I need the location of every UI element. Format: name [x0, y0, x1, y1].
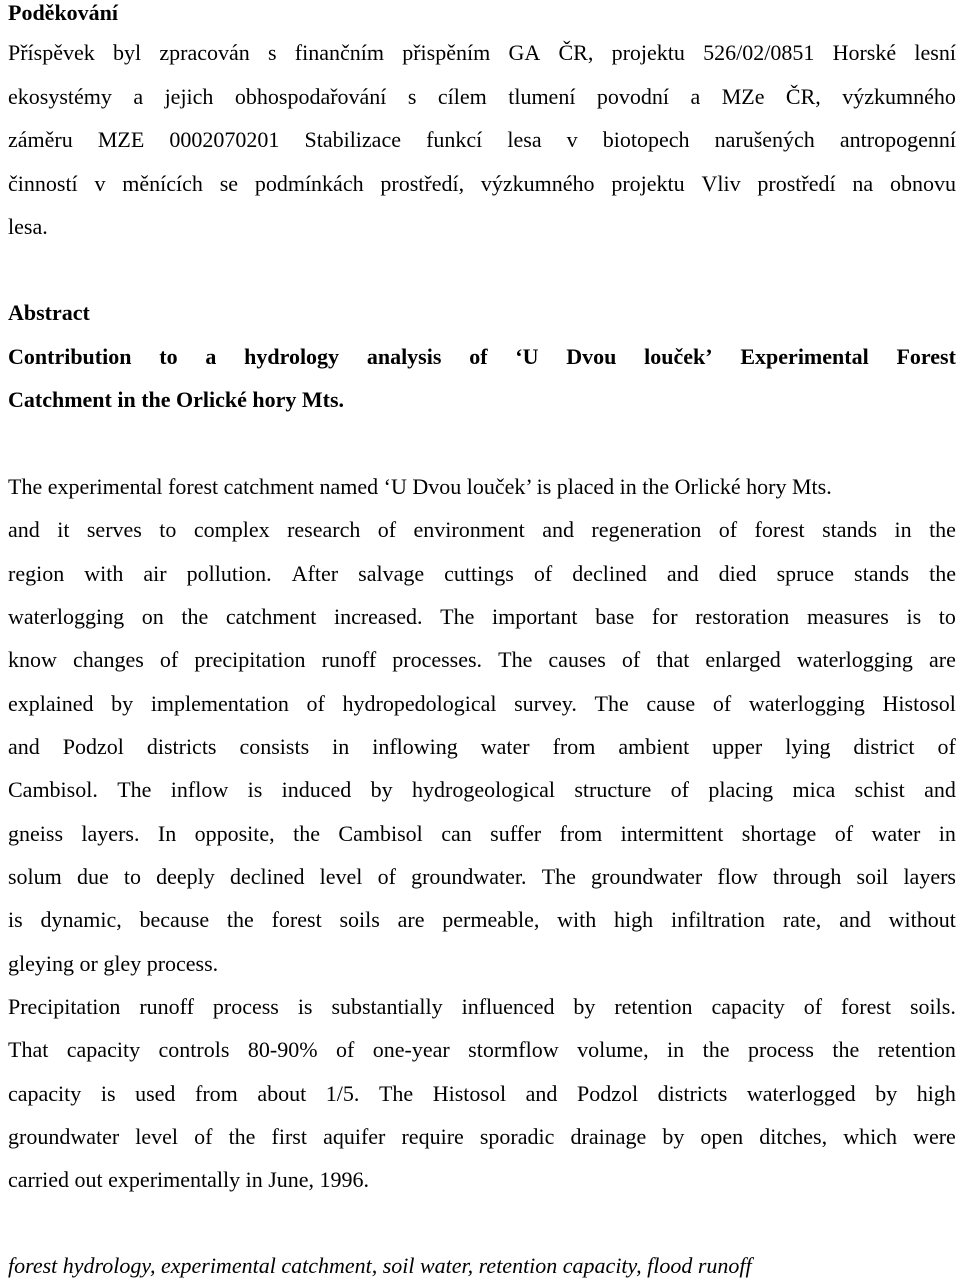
word: lesní [914, 40, 956, 65]
abstract-body-line: The experimental forest catchment named ‘U Dvou louček’ is placed in the Orlické hory Mts. [8, 474, 832, 499]
word: air [143, 561, 167, 586]
word: research [287, 517, 361, 542]
abstract-title-line [8, 344, 956, 370]
word: That [8, 1037, 49, 1062]
word: Vliv [701, 171, 741, 196]
word: Cambisol. [8, 777, 98, 802]
word: shortage [741, 821, 817, 846]
word: na [852, 171, 874, 196]
abstract-body-line [8, 561, 956, 587]
word: tlumení [508, 84, 576, 109]
word: volume, [577, 1037, 649, 1062]
word: explained [8, 691, 94, 716]
word: Horské [832, 40, 897, 65]
word: cause [646, 691, 696, 716]
word: of [712, 691, 732, 716]
word: runoff [139, 994, 194, 1019]
abstract-body-line [8, 821, 956, 847]
abstract-body-line: carried out experimentally in June, 1996. [8, 1167, 370, 1192]
word: deeply [156, 864, 215, 889]
word: aquifer [323, 1124, 386, 1149]
abstract-body-line: gleying or gley process. [8, 951, 219, 976]
word: substantially [331, 994, 443, 1019]
word: died [718, 561, 757, 586]
word: After [291, 561, 339, 586]
word: záměru [8, 127, 73, 152]
abstract-body-line [8, 1124, 956, 1150]
word: restoration [695, 604, 790, 629]
word: funkcí [426, 127, 483, 152]
word: Contribution [8, 344, 132, 369]
word: regeneration [591, 517, 702, 542]
word: of [533, 561, 553, 586]
acknowledgements-line: lesa. [8, 214, 48, 239]
word: cuttings [444, 561, 514, 586]
word: layers [903, 864, 956, 889]
word: ČR, [558, 40, 594, 65]
word: gneiss [8, 821, 63, 846]
word: can [441, 821, 472, 846]
word: výzkumného [480, 171, 595, 196]
word: and [924, 777, 956, 802]
word: forest [754, 517, 805, 542]
abstract-body-line [8, 734, 956, 760]
word: lesa [507, 127, 542, 152]
word: with [557, 907, 597, 932]
word: Dvou [566, 344, 617, 369]
word: water [871, 821, 921, 846]
word: inflowing [372, 734, 458, 759]
word: in [938, 821, 956, 846]
word: flow [717, 864, 758, 889]
word: prostředí, [380, 171, 465, 196]
abstract-body-line [8, 907, 956, 933]
acknowledgements-line [8, 171, 956, 197]
keywords-line: forest hydrology, experimental catchment, soil water, retention capacity, flood runoff [8, 1253, 752, 1278]
word: capacity [711, 994, 785, 1019]
word: mica [792, 777, 836, 802]
abstract-body-line [8, 864, 956, 890]
word: povodní [596, 84, 670, 109]
word: without [888, 907, 956, 932]
word: of [377, 864, 396, 889]
word: stands [854, 561, 910, 586]
word: from [552, 734, 596, 759]
word: level [319, 864, 363, 889]
word: capacity [8, 1081, 82, 1106]
abstract-heading: Abstract [8, 300, 90, 325]
word: complex [193, 517, 270, 542]
word: zpracován [159, 40, 250, 65]
word: by [662, 1124, 685, 1149]
word: processes. [392, 647, 483, 672]
word: obhospodařování [234, 84, 387, 109]
word: 80-90% [247, 1037, 318, 1062]
word: Forest [896, 344, 956, 369]
word: ‘U [515, 344, 539, 369]
word: declined [572, 561, 647, 586]
abstract-body-line [8, 1081, 956, 1107]
word: suffer [490, 821, 542, 846]
word: the [228, 1124, 256, 1149]
word: through [772, 864, 842, 889]
word: výzkumného [842, 84, 956, 109]
word: is [8, 907, 23, 932]
word: important [492, 604, 578, 629]
word: the [929, 561, 956, 586]
word: and [8, 734, 40, 759]
word: process [212, 994, 279, 1019]
word: The [117, 777, 152, 802]
word: of [803, 994, 823, 1019]
word: groundwater [591, 864, 703, 889]
word: retention [614, 994, 693, 1019]
word: serves [86, 517, 142, 542]
word: GA [508, 40, 541, 65]
word: changes [72, 647, 144, 672]
word: and [8, 517, 40, 542]
word: of [834, 821, 854, 846]
word: Cambisol [338, 821, 423, 846]
word: structure [574, 777, 652, 802]
word: projektu [611, 40, 685, 65]
abstract-title-line: Catchment in the Orlické hory Mts. [8, 387, 345, 412]
word: The [378, 1081, 414, 1106]
abstract-body-line [8, 647, 956, 673]
word: soils. [910, 994, 956, 1019]
word: soil [856, 864, 889, 889]
word: antropogenní [839, 127, 956, 152]
word: level [135, 1124, 179, 1149]
word: of [469, 344, 488, 369]
word: The [594, 691, 629, 716]
word: districts [657, 1081, 728, 1106]
word: increased. [333, 604, 423, 629]
word: were [913, 1124, 956, 1149]
word: ditches, [759, 1124, 828, 1149]
word: region [8, 561, 65, 586]
word: waterlogged [746, 1081, 856, 1106]
word: finančním [294, 40, 384, 65]
word: drainage [570, 1124, 647, 1149]
word: waterlogging [8, 604, 125, 629]
word: of [621, 647, 641, 672]
acknowledgements-line [8, 84, 956, 110]
word: stormflow [468, 1037, 559, 1062]
word: which [843, 1124, 897, 1149]
word: waterlogging [748, 691, 865, 716]
word: capacity [66, 1037, 141, 1062]
abstract-body-line [8, 994, 956, 1020]
word: layers. [81, 821, 140, 846]
word: biotopech [602, 127, 690, 152]
word: The [498, 647, 533, 672]
word: MZe [721, 84, 765, 109]
word: Experimental [740, 344, 869, 369]
word: měnících [122, 171, 203, 196]
word: due [76, 864, 109, 889]
word: ekosystémy [8, 84, 112, 109]
word: stands [822, 517, 878, 542]
word: of [377, 517, 397, 542]
word: precipitation [194, 647, 306, 672]
word: water [480, 734, 530, 759]
word: v [94, 171, 106, 196]
word: the [702, 1037, 730, 1062]
word: a [133, 84, 144, 109]
word: controls [158, 1037, 230, 1062]
word: infiltration [670, 907, 766, 932]
word: base [595, 604, 635, 629]
abstract-body-line [8, 691, 956, 717]
word: and [525, 1081, 558, 1106]
acknowledgements-line [8, 127, 956, 153]
word: salvage [358, 561, 425, 586]
word: about [257, 1081, 307, 1106]
word: used [135, 1081, 176, 1106]
word: s [267, 40, 277, 65]
word: Precipitation [8, 994, 121, 1019]
word: Podzol [576, 1081, 639, 1106]
word: groundwater [8, 1124, 120, 1149]
word: runoff [321, 647, 377, 672]
word: enlarged [705, 647, 781, 672]
word: with [84, 561, 124, 586]
word: of [306, 691, 325, 716]
word: spruce [776, 561, 834, 586]
word: to [159, 517, 177, 542]
word: In [157, 821, 177, 846]
word: to [938, 604, 956, 629]
word: from [195, 1081, 238, 1106]
word: narušených [714, 127, 815, 152]
word: by [573, 994, 596, 1019]
word: is [906, 604, 922, 629]
word: open [700, 1124, 744, 1149]
word: districts [146, 734, 217, 759]
word: of [335, 1037, 355, 1062]
word: louček’ [644, 344, 713, 369]
word: in [332, 734, 350, 759]
word: in [667, 1037, 685, 1062]
word: ambient [618, 734, 690, 759]
word: cílem [437, 84, 487, 109]
word: of [670, 777, 689, 802]
word: 526/02/0851 [703, 40, 815, 65]
word: se [219, 171, 239, 196]
word: waterlogging [796, 647, 913, 672]
word: groundwater. [411, 864, 527, 889]
word: first [271, 1124, 307, 1149]
word: implementation [150, 691, 289, 716]
word: hydrogeological [412, 777, 555, 802]
word: is [100, 1081, 116, 1106]
abstract-body-line [8, 517, 956, 543]
word: hydropedological [342, 691, 497, 716]
word: prostředí [757, 171, 836, 196]
word: and [666, 561, 699, 586]
word: inflow [170, 777, 229, 802]
word: schist [854, 777, 905, 802]
word: the [181, 604, 209, 629]
word: permeable, [442, 907, 540, 932]
word: that [656, 647, 690, 672]
acknowledgements-heading: Poděkování [8, 0, 119, 25]
word: sporadic [479, 1124, 555, 1149]
word: The [440, 604, 475, 629]
abstract-body-line [8, 604, 956, 630]
word: solum [8, 864, 62, 889]
word: s [407, 84, 417, 109]
word: and [839, 907, 871, 932]
word: soils [339, 907, 380, 932]
word: the [929, 517, 956, 542]
word: obnovu [889, 171, 956, 196]
word: byl [113, 40, 142, 65]
word: district [853, 734, 915, 759]
word: hydrology [244, 344, 340, 369]
word: intermittent [620, 821, 724, 846]
word: Příspěvek [8, 40, 95, 65]
word: on [141, 604, 164, 629]
word: from [559, 821, 603, 846]
word: jejich [164, 84, 214, 109]
word: induced [281, 777, 352, 802]
word: of [194, 1124, 213, 1149]
word: high [916, 1081, 956, 1106]
word: to [159, 344, 178, 369]
word: measures [806, 604, 889, 629]
word: it [57, 517, 70, 542]
word: Stabilizace [304, 127, 401, 152]
word: forest [840, 994, 892, 1019]
word: Histosol [882, 691, 956, 716]
word: 0002070201 [169, 127, 280, 152]
word: of [937, 734, 956, 759]
word: pollution. [186, 561, 272, 586]
word: The [541, 864, 576, 889]
word: ČR, [785, 84, 821, 109]
word: because [139, 907, 210, 932]
word: are [929, 647, 956, 672]
word: lying [785, 734, 831, 759]
word: analysis [366, 344, 442, 369]
word: catchment [225, 604, 317, 629]
word: are [397, 907, 425, 932]
word: causes [548, 647, 606, 672]
word: by [875, 1081, 898, 1106]
word: MZE [97, 127, 145, 152]
word: Histosol [432, 1081, 507, 1106]
word: retention [877, 1037, 956, 1062]
word: influenced [461, 994, 555, 1019]
word: know [8, 647, 57, 672]
word: 1/5. [325, 1081, 360, 1106]
abstract-body-line [8, 1037, 956, 1063]
word: v [566, 127, 578, 152]
word: is [247, 777, 263, 802]
word: by [111, 691, 134, 716]
word: opposite, [194, 821, 275, 846]
word: for [651, 604, 678, 629]
word: the [226, 907, 254, 932]
word: upper [712, 734, 763, 759]
word: declined [229, 864, 305, 889]
word: to [123, 864, 141, 889]
word: the [832, 1037, 860, 1062]
word: rate, [782, 907, 822, 932]
word: placing [708, 777, 774, 802]
word: require [401, 1124, 464, 1149]
word: a [690, 84, 701, 109]
word: of [718, 517, 738, 542]
word: forest [271, 907, 322, 932]
word: Podzol [62, 734, 124, 759]
word: the [293, 821, 320, 846]
word: podmínkách [254, 171, 364, 196]
abstract-body-line [8, 777, 956, 803]
word: přispěním [402, 40, 491, 65]
word: dynamic, [40, 907, 122, 932]
word: projektu [611, 171, 685, 196]
word: one-year [372, 1037, 450, 1062]
word: process [747, 1037, 814, 1062]
word: a [205, 344, 217, 369]
word: high [614, 907, 654, 932]
word: in [894, 517, 912, 542]
word: survey. [514, 691, 577, 716]
word: of [159, 647, 179, 672]
acknowledgements-line [8, 40, 956, 66]
word: environment [413, 517, 525, 542]
word: consists [239, 734, 310, 759]
word: by [370, 777, 393, 802]
word: and [542, 517, 574, 542]
word: is [297, 994, 313, 1019]
word: činností [8, 171, 78, 196]
